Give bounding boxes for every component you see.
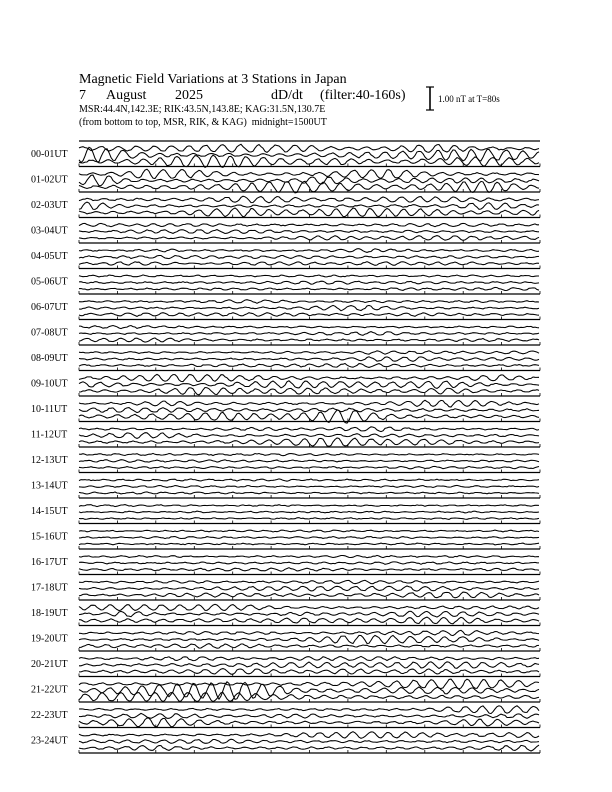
trace-kag: [79, 300, 539, 304]
hour-label: 11-12UT: [31, 429, 68, 441]
hour-label: 23-24UT: [31, 735, 68, 747]
trace-kag: [79, 275, 539, 277]
trace-kag: [79, 196, 539, 203]
trace-msr: [79, 592, 539, 598]
trace-kag: [79, 530, 539, 532]
trace-kag: [79, 326, 539, 329]
trace-rik: [79, 305, 539, 310]
midnight-note: midnight=1500UT: [251, 117, 327, 128]
trace-rik: [79, 485, 539, 487]
trace-rik: [79, 511, 539, 513]
quantity-label: dD/dt: [271, 88, 303, 103]
hour-label: 19-20UT: [31, 633, 68, 645]
trace-kag: [79, 706, 539, 714]
hour-label: 18-19UT: [31, 608, 68, 619]
trace-kag: [79, 630, 539, 635]
hour-row: [31, 651, 540, 677]
hour-row: [31, 447, 540, 473]
hour-row: [31, 549, 540, 575]
trace-msr: [79, 518, 539, 520]
hour-label: 01-02UT: [31, 174, 68, 186]
hour-label: 02-03UT: [31, 200, 68, 211]
trace-kag: [79, 400, 539, 407]
trace-rik: [79, 357, 539, 362]
trace-kag: [79, 479, 539, 481]
hour-row: [31, 702, 540, 728]
hour-label: 09-10UT: [31, 378, 68, 390]
trace-msr: [79, 208, 539, 217]
hour-label: 12-13UT: [31, 455, 68, 466]
trace-rik: [79, 147, 539, 162]
trace-kag: [79, 249, 539, 253]
trace-msr: [79, 181, 539, 193]
date-year: 2025: [175, 88, 203, 103]
trace-kag: [79, 453, 539, 455]
trace-kag: [79, 732, 539, 739]
trace-msr: [79, 466, 539, 468]
date-month: August: [106, 88, 147, 103]
trace-rik: [79, 408, 539, 413]
hour-label: 07-08UT: [31, 327, 68, 339]
trace-kag: [79, 656, 539, 660]
hour-row: [31, 141, 540, 167]
trace-rik: [79, 381, 539, 389]
hour-row: [31, 677, 540, 703]
trace-msr: [79, 438, 539, 446]
hour-label: 10-11UT: [31, 404, 68, 415]
hour-row: [31, 218, 540, 244]
hour-label: 20-21UT: [31, 659, 68, 670]
trace-msr: [79, 364, 539, 368]
hour-label: 16-17UT: [31, 557, 68, 568]
hour-label: 17-18UT: [31, 582, 68, 594]
hour-label: 00-01UT: [31, 149, 68, 160]
trace-rik: [79, 175, 539, 186]
trace-msr: [79, 492, 539, 494]
hour-row: [31, 498, 540, 524]
hour-row: [31, 575, 540, 601]
hour-row: [31, 600, 540, 626]
trace-rik: [79, 611, 539, 617]
chart-title: Magnetic Field Variations at 3 Stations in Japan: [79, 72, 347, 87]
hour-label: 14-15UT: [31, 506, 68, 517]
trace-rik: [79, 635, 539, 643]
station-coordinates: MSR:44.4N,142.3E; RIK:43.5N,143.8E; KAG:31.5N,130.7E: [79, 104, 326, 115]
hour-label: 08-09UT: [31, 353, 68, 364]
hour-row: [31, 243, 540, 269]
trace-msr: [79, 262, 539, 266]
hour-row: [31, 473, 540, 499]
hour-label: 22-23UT: [31, 710, 68, 721]
trace-msr: [79, 388, 539, 395]
trace-rik: [79, 332, 539, 336]
trace-msr: [79, 236, 539, 241]
trace-kag: [79, 351, 539, 354]
trace-rik: [79, 662, 539, 669]
hour-label: 04-05UT: [31, 251, 68, 262]
trace-rik: [79, 256, 539, 259]
filter-label: (filter:40-160s): [320, 88, 406, 103]
hour-label: 06-07UT: [31, 302, 68, 313]
hour-row: [31, 320, 540, 346]
date-day: 7: [79, 88, 86, 103]
hour-row: [31, 192, 540, 218]
scale-label: 1.00 nT at T=80s: [438, 94, 500, 104]
hour-label: 05-06UT: [31, 276, 68, 288]
trace-msr: [79, 644, 539, 649]
hour-label: 15-16UT: [31, 531, 68, 543]
trace-rik: [79, 562, 539, 564]
trace-kag: [79, 555, 539, 557]
hour-row: [31, 269, 540, 295]
trace-kag: [79, 374, 539, 381]
trace-msr: [79, 155, 539, 167]
trace-msr: [79, 543, 539, 545]
trace-rik: [79, 433, 539, 439]
trace-kag: [79, 427, 539, 432]
trace-kag: [79, 604, 539, 610]
trace-msr: [79, 287, 539, 290]
trace-rik: [79, 586, 539, 591]
trace-kag: [79, 223, 539, 226]
trace-msr: [79, 745, 539, 751]
hour-label: 21-22UT: [31, 684, 68, 696]
trace-msr: [79, 568, 539, 572]
trace-msr: [79, 338, 539, 342]
trace-kag: [79, 679, 539, 689]
trace-rik: [79, 739, 539, 743]
trace-msr: [79, 313, 539, 317]
hour-row: [31, 294, 540, 320]
trace-rik: [79, 281, 539, 284]
trace-rik: [79, 537, 539, 539]
trace-msr: [79, 617, 539, 624]
hour-row: [31, 371, 540, 397]
trace-rik: [79, 713, 539, 718]
hour-row: [31, 422, 540, 448]
hour-row: [31, 167, 540, 193]
trace-msr: [79, 718, 539, 727]
trace-msr: [79, 669, 539, 675]
trace-rik: [79, 202, 539, 209]
hour-row: [31, 728, 540, 754]
trace-rik: [79, 230, 539, 234]
scale-bar: [426, 87, 434, 110]
hour-label: 03-04UT: [31, 225, 68, 237]
trace-kag: [79, 169, 539, 178]
hour-row: [31, 345, 540, 371]
hour-row: [31, 524, 540, 550]
hour-label: 13-14UT: [31, 480, 68, 492]
trace-kag: [79, 505, 539, 507]
hour-row: [31, 396, 540, 423]
order-note: (from bottom to top, MSR, RIK, & KAG): [79, 117, 247, 128]
hour-row: [31, 626, 540, 652]
trace-rik: [79, 460, 539, 463]
trace-kag: [79, 580, 539, 583]
